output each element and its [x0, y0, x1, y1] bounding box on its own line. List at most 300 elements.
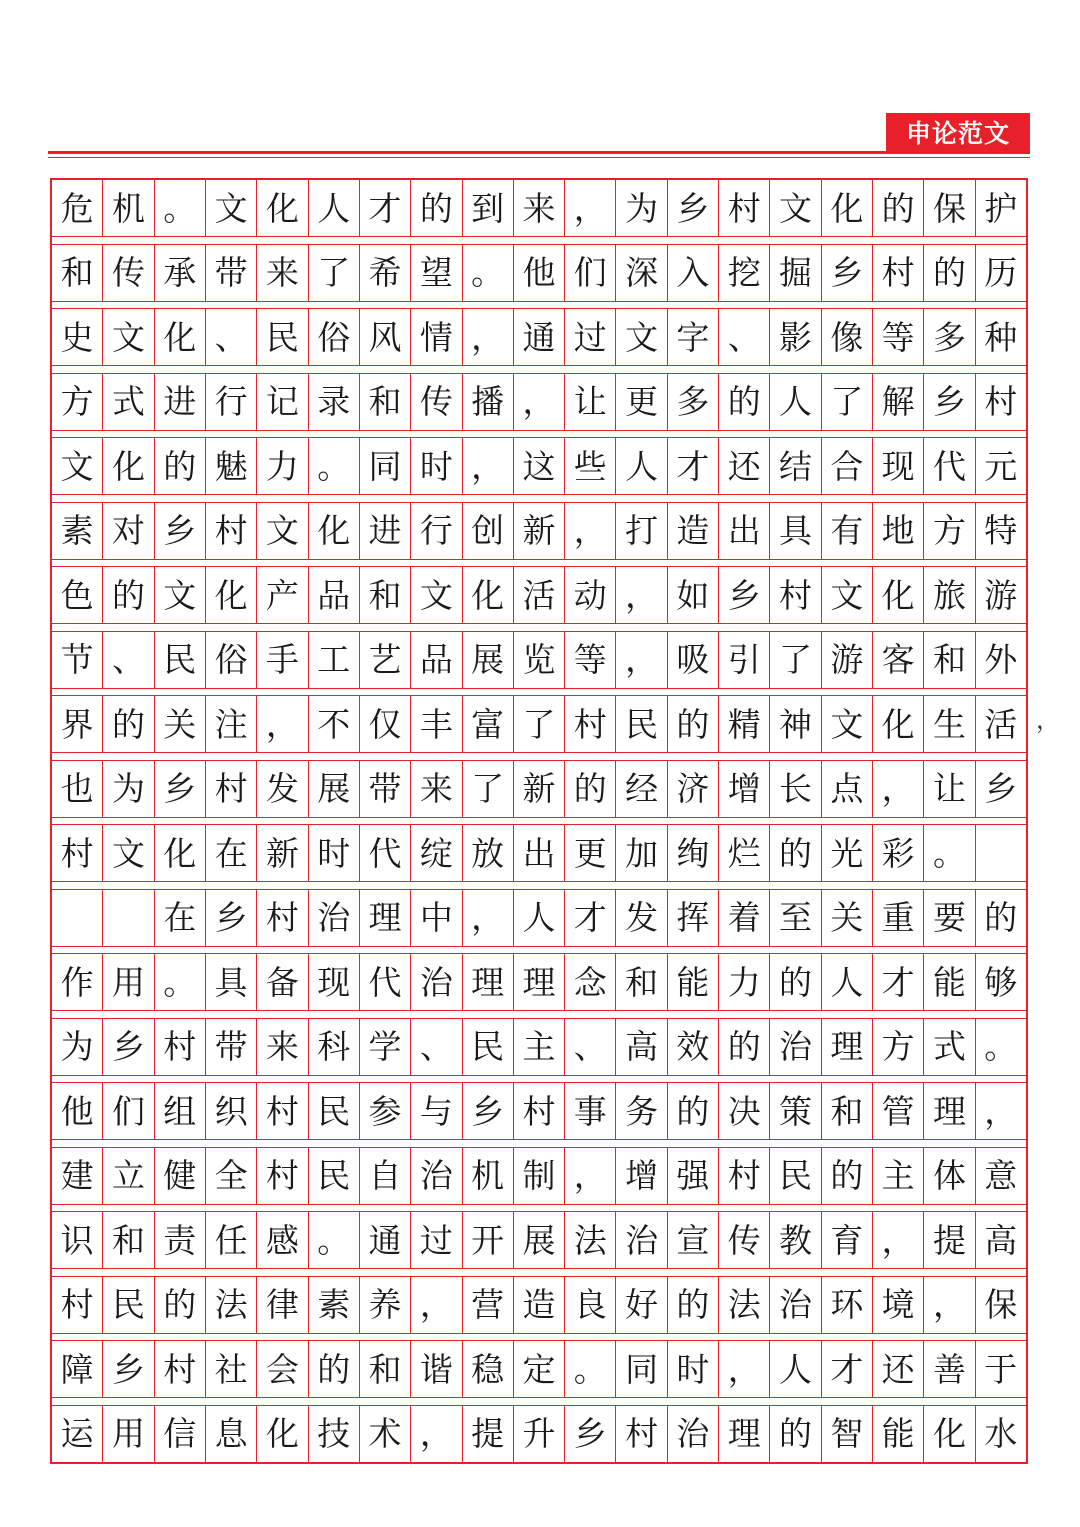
grid-cell: 策 [769, 1083, 820, 1139]
grid-cell: 行 [410, 503, 461, 559]
grid-cell: 健 [154, 1148, 205, 1204]
grid-cell: 保 [975, 1277, 1026, 1333]
grid-cell: 民 [308, 1083, 359, 1139]
grid-cell: 村 [154, 1019, 205, 1075]
grid-cell: 深 [615, 245, 666, 301]
grid-cell: 了 [462, 761, 513, 817]
grid-cell: 人 [513, 890, 564, 946]
grid-cell: 的 [769, 954, 820, 1010]
grid-cell: 精 [718, 696, 769, 752]
grid-cell: 力 [256, 438, 307, 494]
grid-cell: 村 [205, 503, 256, 559]
header-rule-thick [48, 151, 1030, 154]
grid-cell: 村 [256, 890, 307, 946]
grid-cell: 色 [60, 575, 94, 615]
grid-cell: 增 [718, 761, 769, 817]
grid-cell: 品 [410, 632, 461, 688]
grid-cell: 文 [256, 503, 307, 559]
grid-cell: 和 [60, 253, 94, 292]
grid-cell: 带 [205, 1019, 256, 1075]
grid-cell: 化 [154, 825, 205, 881]
grid-cell: 文 [102, 309, 153, 365]
grid-cell: 社 [205, 1341, 256, 1397]
grid-cell: 民 [256, 309, 307, 365]
grid-cell: ， [564, 180, 615, 236]
grid-cell: 烂 [718, 825, 769, 881]
grid-cell: 带 [359, 761, 410, 817]
grid-cell: 村 [718, 180, 769, 236]
grid-cell: 神 [769, 696, 820, 752]
grid-cell: 文 [60, 446, 94, 486]
grid-cell: 解 [872, 374, 923, 430]
grid-row [52, 953, 1026, 1011]
grid-row [52, 1082, 1026, 1140]
grid-cell: ， [718, 1341, 769, 1397]
grid-cell: 乡 [975, 761, 1026, 817]
grid-cell: 识 [60, 1220, 94, 1260]
grid-cell: 。 [154, 954, 205, 1010]
section-tag: 申论范文 [886, 113, 1030, 151]
grid-cell: 素 [60, 511, 94, 550]
grid-cell: 民 [154, 632, 205, 688]
grid-cell: 文 [615, 309, 666, 365]
grid-cell: 关 [821, 890, 872, 946]
grid-cell: 新 [513, 761, 564, 817]
grid-row [52, 1211, 1026, 1269]
grid-cell: 境 [872, 1277, 923, 1333]
grid-cell: 民 [769, 1148, 820, 1204]
grid-cell: ， [615, 632, 666, 688]
grid-cell: 够 [975, 954, 1026, 1010]
grid-cell: 定 [513, 1341, 564, 1397]
grid-cell: 民 [102, 1277, 153, 1333]
grid-cell: 他 [513, 245, 564, 301]
grid-cell: 的 [102, 696, 153, 752]
grid-cell: 村 [615, 1406, 666, 1462]
grid-cell: 游 [821, 632, 872, 688]
grid-cell: 的 [667, 696, 718, 752]
grid-cell: 传 [102, 245, 153, 301]
grid-cell: 艺 [359, 632, 410, 688]
grid-cell: 。 [308, 438, 359, 494]
grid-cell: 文 [410, 567, 461, 623]
grid-cell: 治 [769, 1277, 820, 1333]
grid-row [52, 824, 1026, 882]
grid-cell: 承 [154, 245, 205, 301]
grid-cell: 提 [923, 1212, 974, 1268]
grid-cell: 织 [205, 1083, 256, 1139]
grid-cell: 养 [359, 1277, 410, 1333]
grid-cell: 化 [462, 567, 513, 623]
grid-cell: 富 [462, 696, 513, 752]
grid-cell: 、 [410, 1019, 461, 1075]
grid-cell: 游 [975, 567, 1026, 623]
grid-cell: 理 [462, 954, 513, 1010]
grid-cell: 通 [359, 1212, 410, 1268]
grid-cell: 风 [359, 309, 410, 365]
grid-cell: 村 [256, 1148, 307, 1204]
grid-cell: 更 [564, 825, 615, 881]
grid-cell: 发 [256, 761, 307, 817]
grid-cell: 能 [923, 954, 974, 1010]
grid-cell: 像 [821, 309, 872, 365]
grid-cell: 光 [821, 825, 872, 881]
grid-cell: 合 [821, 438, 872, 494]
grid-cell: 才 [359, 180, 410, 236]
grid-cell: 了 [513, 696, 564, 752]
grid-cell: ， [462, 890, 513, 946]
grid-cell: 乡 [462, 1083, 513, 1139]
grid-cell: 素 [308, 1277, 359, 1333]
grid-row [52, 502, 1026, 560]
grid-cell: 乡 [102, 1019, 153, 1075]
grid-cell: 提 [462, 1406, 513, 1462]
grid-cell: 的 [872, 180, 923, 236]
grid-cell: 展 [513, 1212, 564, 1268]
grid-cell: 造 [667, 503, 718, 559]
grid-cell: 化 [872, 567, 923, 623]
grid-cell: 等 [872, 309, 923, 365]
grid-cell: 机 [462, 1148, 513, 1204]
grid-cell: 乡 [718, 567, 769, 623]
grid-cell: 新 [513, 503, 564, 559]
grid-cell: 升 [513, 1406, 564, 1462]
grid-cell: 过 [410, 1212, 461, 1268]
grid-cell: 村 [60, 833, 94, 873]
grid-cell: 自 [359, 1148, 410, 1204]
grid-cell: 了 [308, 245, 359, 301]
grid-cell: ， [564, 1148, 615, 1204]
grid-cell: 展 [462, 632, 513, 688]
grid-cell: 乡 [923, 374, 974, 430]
grid-cell: 来 [410, 761, 461, 817]
grid-cell: 式 [102, 374, 153, 430]
grid-cell: ， [410, 1406, 461, 1462]
grid-cell: 参 [359, 1083, 410, 1139]
grid-cell: 组 [154, 1083, 205, 1139]
grid-cell: 掘 [769, 245, 820, 301]
grid-cell: 时 [667, 1341, 718, 1397]
grid-cell: 方 [872, 1019, 923, 1075]
grid-cell: 造 [513, 1277, 564, 1333]
grid-cell: 现 [308, 954, 359, 1010]
grid-row [52, 760, 1026, 818]
grid-cell: 作 [60, 962, 94, 1002]
grid-cell: 为 [615, 180, 666, 236]
grid-cell: 化 [872, 696, 923, 752]
grid-cell: 中 [410, 890, 461, 946]
grid-cell: 打 [615, 503, 666, 559]
grid-cell: 绚 [667, 825, 718, 881]
grid-cell: 增 [615, 1148, 666, 1204]
grid-cell: 念 [564, 954, 615, 1010]
grid-cell: 文 [821, 567, 872, 623]
grid-cell: 在 [205, 825, 256, 881]
grid-cell: 播 [462, 374, 513, 430]
grid-cell: 文 [821, 696, 872, 752]
grid-cell: 、 [718, 309, 769, 365]
grid-cell: 现 [872, 438, 923, 494]
grid-cell: 和 [102, 1212, 153, 1268]
grid-cell: 节 [60, 640, 94, 679]
grid-cell: 地 [872, 503, 923, 559]
grid-cell: 代 [359, 825, 410, 881]
grid-cell: 化 [205, 567, 256, 623]
grid-cell: 经 [615, 761, 666, 817]
grid-cell: 体 [923, 1148, 974, 1204]
grid-cell: 出 [718, 503, 769, 559]
grid-cell: 具 [205, 954, 256, 1010]
grid-cell: 高 [615, 1019, 666, 1075]
grid-cell: 乡 [821, 245, 872, 301]
grid-cell: 治 [769, 1019, 820, 1075]
grid-cell: 和 [359, 1341, 410, 1397]
grid-cell: 的 [308, 1341, 359, 1397]
grid-cell: 为 [60, 1027, 94, 1066]
grid-cell: 育 [821, 1212, 872, 1268]
grid-cell: 的 [102, 567, 153, 623]
grid-cell: 代 [923, 438, 974, 494]
grid-cell: ， [513, 374, 564, 430]
grid-cell: 过 [564, 309, 615, 365]
grid-cell: 让 [923, 761, 974, 817]
grid-cell: 的 [821, 1148, 872, 1204]
grid-cell: 村 [769, 567, 820, 623]
grid-cell: 化 [154, 309, 205, 365]
grid-row [52, 180, 1026, 237]
grid-cell: 产 [256, 567, 307, 623]
grid-cell: 的 [667, 1277, 718, 1333]
grid-row [52, 308, 1026, 366]
grid-cell: 和 [615, 954, 666, 1010]
grid-cell: 注 [205, 696, 256, 752]
grid-cell: 要 [923, 890, 974, 946]
grid-cell: 的 [769, 825, 820, 881]
grid-cell [102, 890, 153, 946]
grid-cell: 机 [102, 180, 153, 236]
grid-cell: 重 [872, 890, 923, 946]
grid-cell: 俗 [308, 309, 359, 365]
grid-cell: 责 [154, 1212, 205, 1268]
grid-cell: 意 [975, 1148, 1026, 1204]
grid-cell: 不 [308, 696, 359, 752]
grid-cell: 手 [256, 632, 307, 688]
grid-cell: 律 [256, 1277, 307, 1333]
grid-cell: 务 [615, 1083, 666, 1139]
grid-cell: 了 [769, 632, 820, 688]
grid-cell: ， [923, 1277, 974, 1333]
grid-cell: 村 [975, 374, 1026, 430]
grid-cell: 来 [256, 1019, 307, 1075]
grid-cell: 进 [154, 374, 205, 430]
grid-cell: 时 [410, 438, 461, 494]
grid-cell: 的 [410, 180, 461, 236]
grid-cell: 吸 [667, 632, 718, 688]
grid-cell: 通 [513, 309, 564, 365]
grid-cell: 化 [821, 180, 872, 236]
grid-cell: 人 [769, 374, 820, 430]
grid-cell: 宣 [667, 1212, 718, 1268]
grid-cell: 的 [154, 1277, 205, 1333]
grid-row [52, 437, 1026, 495]
grid-cell: 品 [308, 567, 359, 623]
grid-cell: 建 [60, 1156, 94, 1195]
grid-cell: 同 [615, 1341, 666, 1397]
grid-cell: 新 [256, 825, 307, 881]
grid-cell: 民 [462, 1019, 513, 1075]
grid-cell: 村 [564, 696, 615, 752]
grid-cell: 种 [975, 309, 1026, 365]
grid-cell: 仅 [359, 696, 410, 752]
grid-cell: 们 [102, 1083, 153, 1139]
grid-cell: 加 [615, 825, 666, 881]
grid-cell: 立 [102, 1148, 153, 1204]
grid-cell: ， [615, 567, 666, 623]
grid-cell [52, 890, 102, 946]
grid-cell: 法 [718, 1277, 769, 1333]
grid-cell: 工 [308, 632, 359, 688]
grid-cell: 全 [205, 1148, 256, 1204]
grid-cell: 用 [102, 1406, 153, 1462]
grid-cell: 丰 [410, 696, 461, 752]
grid-cell: 出 [513, 825, 564, 881]
grid-cell: 才 [667, 438, 718, 494]
grid-cell: 还 [718, 438, 769, 494]
grid-cell: 技 [308, 1406, 359, 1462]
grid-cell: 的 [975, 890, 1026, 946]
grid-cell: ， [872, 1212, 923, 1268]
grid-cell: 力 [718, 954, 769, 1010]
grid-cell: 。 [308, 1212, 359, 1268]
grid-cell: 事 [564, 1083, 615, 1139]
grid-cell: 乡 [102, 1341, 153, 1397]
grid-cell: 望 [410, 245, 461, 301]
grid-cell: 结 [769, 438, 820, 494]
grid-cell: 村 [60, 1285, 94, 1324]
grid-cell: 和 [359, 374, 410, 430]
grid-cell: 如 [667, 567, 718, 623]
grid-cell: 具 [769, 503, 820, 559]
grid-cell: 理 [359, 890, 410, 946]
grid-cell: 来 [513, 180, 564, 236]
grid-cell: 村 [205, 761, 256, 817]
grid-cell: 治 [410, 1148, 461, 1204]
grid-cell: 关 [154, 696, 205, 752]
grid-cell: 化 [102, 438, 153, 494]
grid-cell: 等 [564, 632, 615, 688]
grid-cell: 外 [975, 632, 1026, 688]
grid-cell: 俗 [205, 632, 256, 688]
grid-cell: 环 [821, 1277, 872, 1333]
grid-cell: 希 [359, 245, 410, 301]
grid-cell: 传 [718, 1212, 769, 1268]
grid-cell: 运 [60, 1414, 94, 1453]
grid-cell: 人 [821, 954, 872, 1010]
grid-cell: 与 [410, 1083, 461, 1139]
grid-cell: 好 [615, 1277, 666, 1333]
grid-cell: 治 [308, 890, 359, 946]
grid-cell: 在 [154, 890, 205, 946]
grid-cell: 情 [410, 309, 461, 365]
grid-cell: 的 [923, 245, 974, 301]
grid-cell: 理 [821, 1019, 872, 1075]
grid-cell: 乡 [205, 890, 256, 946]
grid-cell: 这 [513, 438, 564, 494]
grid-cell: 村 [872, 245, 923, 301]
grid-cell: 科 [308, 1019, 359, 1075]
grid-cell: ， [872, 761, 923, 817]
grid-cell: 魅 [205, 438, 256, 494]
grid-cell: 危 [60, 188, 94, 228]
grid-row [52, 695, 1026, 753]
grid-row [52, 1276, 1026, 1334]
grid-cell: 才 [872, 954, 923, 1010]
grid-cell: 和 [821, 1083, 872, 1139]
grid-cell: 理 [513, 954, 564, 1010]
grid-cell: 治 [615, 1212, 666, 1268]
grid-cell: ， [462, 309, 513, 365]
grid-cell: 谐 [410, 1341, 461, 1397]
grid-cell: 传 [410, 374, 461, 430]
grid-cell: 也 [60, 769, 94, 808]
grid-cell: 济 [667, 761, 718, 817]
grid-row [52, 631, 1026, 689]
grid-cell: 稳 [462, 1341, 513, 1397]
grid-cell: 式 [923, 1019, 974, 1075]
grid-cell: 文 [769, 180, 820, 236]
header-rule-thin [48, 157, 1030, 158]
grid-cell: 智 [821, 1406, 872, 1462]
grid-cell: 记 [256, 374, 307, 430]
grid-cell: 制 [513, 1148, 564, 1204]
grid-cell: 活 [513, 567, 564, 623]
grid-cell: ， [410, 1277, 461, 1333]
grid-cell: 多 [667, 374, 718, 430]
grid-row [52, 373, 1026, 431]
grid-cell: 还 [872, 1341, 923, 1397]
grid-cell: 特 [975, 503, 1026, 559]
grid-cell: 代 [359, 954, 410, 1010]
grid-cell: 管 [872, 1083, 923, 1139]
grid-cell: 览 [513, 632, 564, 688]
grid-cell: 乡 [667, 180, 718, 236]
grid-cell: 乡 [154, 761, 205, 817]
grid-cell: 高 [975, 1212, 1026, 1268]
grid-cell: 多 [923, 309, 974, 365]
grid-row [52, 1147, 1026, 1205]
grid-cell: 他 [60, 1091, 94, 1131]
grid-cell: 法 [205, 1277, 256, 1333]
grid-cell: 同 [359, 438, 410, 494]
grid-row [52, 889, 1026, 947]
grid-cell: 会 [256, 1341, 307, 1397]
grid-cell: 才 [564, 890, 615, 946]
grid-cell: 入 [667, 245, 718, 301]
grid-cell: 任 [205, 1212, 256, 1268]
grid-cell: 动 [564, 567, 615, 623]
grid-cell: 强 [667, 1148, 718, 1204]
grid-row [52, 244, 1026, 302]
grid-cell: 挖 [718, 245, 769, 301]
grid-cell: 、 [205, 309, 256, 365]
grid-cell: 人 [769, 1341, 820, 1397]
grid-cell: 影 [769, 309, 820, 365]
grid-cell: 息 [205, 1406, 256, 1462]
grid-cell: 长 [769, 761, 820, 817]
grid-cell: 教 [769, 1212, 820, 1268]
grid-cell: 主 [513, 1019, 564, 1075]
grid-cell: ， [564, 503, 615, 559]
